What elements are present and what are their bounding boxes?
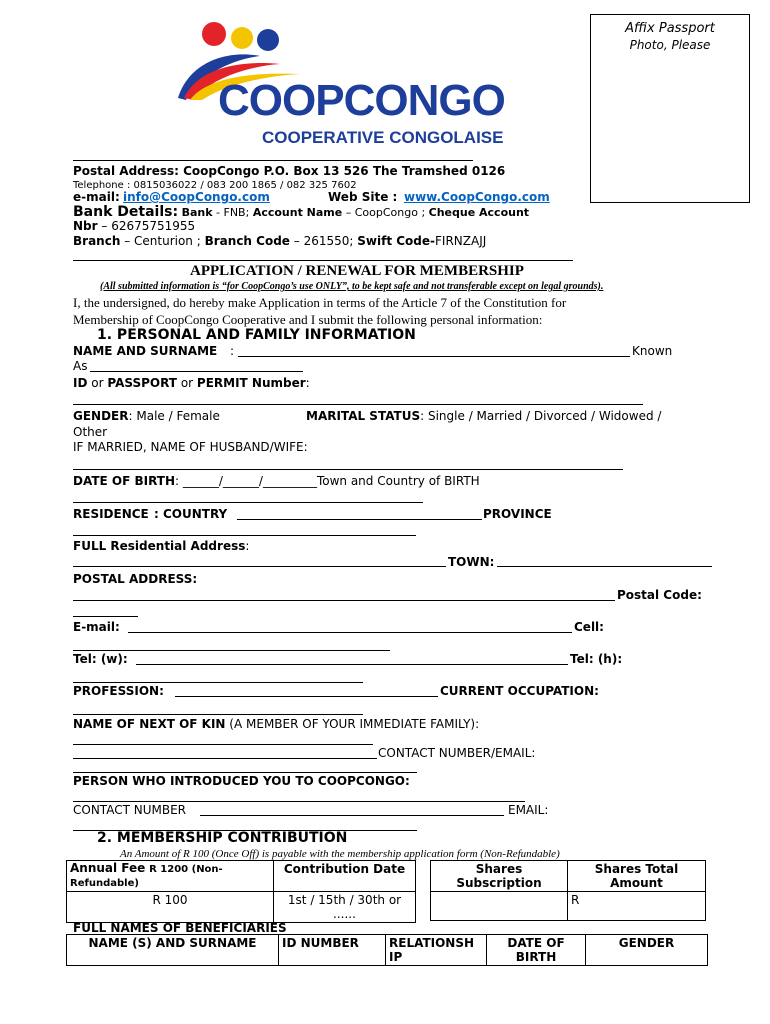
postal-code-input[interactable] xyxy=(73,616,138,617)
contact-number-label: CONTACT NUMBER xyxy=(73,803,186,817)
as-label: As xyxy=(73,359,88,373)
marital-options[interactable]: : Single / Married / Divorced / Widowed / xyxy=(420,409,662,423)
shares-subscription-header: Shares Subscription xyxy=(431,861,568,892)
occupation-input[interactable] xyxy=(73,714,363,715)
coopcongo-logo xyxy=(170,20,540,155)
postal-code-label-text: Postal Code xyxy=(617,588,698,602)
bank-value: - FNB; xyxy=(216,206,250,219)
account-name-value: – CoopCongo ; xyxy=(345,206,426,219)
tel-work-label: Tel: (w): xyxy=(73,652,128,666)
shares-total-header: Shares Total Amount xyxy=(568,861,706,892)
kin-label: NAME OF NEXT OF KIN xyxy=(73,717,226,731)
name-input[interactable] xyxy=(238,356,630,357)
fee-header xyxy=(67,861,274,892)
passport-photo-box[interactable] xyxy=(590,14,750,203)
postal-address-label: POSTAL ADDRESS: xyxy=(73,572,198,586)
nbr-label: Nbr xyxy=(73,219,98,233)
introducer-label-text: PERSON WHO INTRODUCED YOU TO COOPCONGO xyxy=(73,774,405,788)
cell-input[interactable] xyxy=(73,650,390,651)
other-option[interactable]: Other xyxy=(73,425,108,439)
dob-input[interactable]: : ______/______/_________ xyxy=(175,474,317,488)
swift-value: FIRNZAJJ xyxy=(435,234,487,248)
dob-row[interactable] xyxy=(73,474,480,488)
kin-note: (A MEMBER OF YOUR IMMEDIATE FAMILY): xyxy=(229,717,480,731)
beneficiary-col-id: ID NUMBER xyxy=(279,935,386,966)
spouse-label: IF MARRIED, NAME OF HUSBAND/WIFE: xyxy=(73,440,308,454)
kin-contact-label: CONTACT NUMBER/EMAIL: xyxy=(378,746,536,760)
logo-name: COOPCONGO xyxy=(218,76,505,125)
dob-label: DATE OF BIRTH xyxy=(73,474,175,488)
contribution-date-dots: ...... xyxy=(333,907,356,921)
postal-address: Postal Address: CoopCongo P.O. Box 13 526 The Tramshed 0126 xyxy=(73,164,506,178)
name-colon: : xyxy=(230,344,235,358)
logo-tagline: COOPERATIVE CONGOLAISE xyxy=(262,128,504,147)
website-link[interactable]: www.CoopCongo.com xyxy=(404,190,550,204)
known-label: Known xyxy=(632,344,673,358)
account-number xyxy=(73,219,195,233)
kin-input[interactable] xyxy=(73,744,373,745)
tel-home-input[interactable] xyxy=(73,682,363,683)
province-input[interactable] xyxy=(73,535,416,536)
website-label: Web Site : xyxy=(328,190,398,204)
postal-code-label: Postal Code: xyxy=(617,588,702,602)
shares-subscription-value[interactable] xyxy=(431,892,568,921)
passport-label: PASSPORT xyxy=(107,376,177,390)
branch-code-label: Branch Code xyxy=(204,234,290,248)
email-link[interactable]: info@CoopCongo.com xyxy=(123,190,270,204)
email-field-input[interactable] xyxy=(128,632,572,633)
form-title: APPLICATION / RENEWAL FOR MEMBERSHIP xyxy=(190,263,524,279)
cell-label: Cell: xyxy=(574,620,604,634)
branch-details xyxy=(73,234,486,248)
occupation-label-text: CURRENT OCCUPATION xyxy=(440,684,595,698)
tel-work-input[interactable] xyxy=(136,664,568,665)
town-label-text: TOWN xyxy=(448,555,490,569)
province-label: PROVINCE xyxy=(483,507,552,521)
branch-label: Branch xyxy=(73,234,121,248)
full-address-label: FULL Residential Address xyxy=(73,539,246,553)
known-as-input[interactable] xyxy=(90,371,303,372)
or-2: or xyxy=(180,376,194,390)
beneficiary-col-name: NAME (S) AND SURNAME xyxy=(67,935,279,966)
full-address-input[interactable] xyxy=(73,566,446,567)
contribution-date-options: 1st / 15th / 30th or xyxy=(287,893,402,907)
postal-address-label-text: POSTAL ADDRESS xyxy=(73,572,193,586)
section-2-heading: 2. MEMBERSHIP CONTRIBUTION xyxy=(97,830,348,846)
permit-label: PERMIT Number xyxy=(196,376,306,390)
spouse-input[interactable] xyxy=(73,469,623,470)
shares-total-value[interactable]: R xyxy=(568,892,706,921)
beneficiaries-title: FULL NAMES OF BENEFICIARIES xyxy=(73,921,287,935)
beneficiary-col-relationship: RELATIONSH IP xyxy=(386,935,487,966)
town-label: TOWN: xyxy=(448,555,495,569)
fee-header-sub: R 1200 (Non- xyxy=(149,864,223,875)
cell-label-text: Cell xyxy=(574,620,600,634)
email-field-label: E-mail: xyxy=(73,620,120,634)
kin-row xyxy=(73,717,479,731)
nbr-value: – 62675751955 xyxy=(101,219,196,233)
fee-value: R 100 xyxy=(67,892,274,923)
fee-table xyxy=(66,860,416,923)
town-birth-input[interactable] xyxy=(73,502,423,503)
branch-value: – Centurion ; xyxy=(124,234,201,248)
email-label: e-mail: xyxy=(73,190,120,204)
swift-label: Swift Code- xyxy=(357,234,436,248)
occupation-label: CURRENT OCCUPATION: xyxy=(440,684,599,698)
profession-label: PROFESSION: xyxy=(73,684,164,698)
or-1: or xyxy=(91,376,104,390)
photo-box-line1: Affix Passport xyxy=(625,21,715,36)
confidentiality-note: (All submitted information is “for CoopCongo’s use ONLY”, to be kept safe and not transferable except on legal grounds). xyxy=(100,281,604,292)
contact-number-input[interactable] xyxy=(200,815,504,816)
full-address-row: FULL Residential Address: xyxy=(73,539,250,553)
profession-input[interactable] xyxy=(175,696,438,697)
tel-home-label: Tel: (h): xyxy=(570,652,623,666)
contribution-date-value[interactable] xyxy=(274,892,416,923)
contribution-date-header: Contribution Date xyxy=(274,861,416,892)
bank-details xyxy=(73,204,529,220)
residence-label: RESIDENCE xyxy=(73,507,149,521)
name-label: NAME AND SURNAME xyxy=(73,344,218,358)
town-input[interactable] xyxy=(497,566,712,567)
profession-label-text: PROFESSION xyxy=(73,684,160,698)
beneficiaries-table xyxy=(66,934,708,966)
fee-header-main: Annual Fee xyxy=(70,861,146,875)
branch-code-value: – 261550; xyxy=(293,234,354,248)
account-name-label: Account Name xyxy=(252,206,343,219)
shares-table xyxy=(430,860,706,921)
fee-header-refund: Refundable) xyxy=(70,878,139,889)
photo-box-line2: Photo, Please xyxy=(629,38,711,52)
country-label: : COUNTRY xyxy=(154,507,228,521)
country-input[interactable] xyxy=(237,519,482,520)
introducer-label: PERSON WHO INTRODUCED YOU TO COOPCONGO: xyxy=(73,774,410,788)
bank-details-label: Bank Details: xyxy=(73,204,179,220)
introducer-email-label: EMAIL: xyxy=(508,803,549,817)
cheque-account-label: Cheque Account xyxy=(428,206,530,219)
telephone: Telephone : 0815036022 / 083 200 1865 / 082 325 7602 xyxy=(73,180,357,191)
introducer-input[interactable] xyxy=(73,801,525,802)
marital-row[interactable] xyxy=(306,409,661,423)
bank-label: Bank xyxy=(181,206,213,219)
kin-contact-input[interactable] xyxy=(73,758,377,759)
kin-contact-line-2[interactable] xyxy=(73,772,417,773)
id-label: ID xyxy=(73,376,88,390)
gender-row[interactable] xyxy=(73,409,220,423)
id-input[interactable] xyxy=(73,404,643,405)
marital-label: MARITAL STATUS xyxy=(306,409,421,423)
section-1-heading: 1. PERSONAL AND FAMILY INFORMATION xyxy=(97,327,416,343)
intro-line-2: Membership of CoopCongo Cooperative and I submit the following personal information: xyxy=(73,312,543,327)
town-birth-label: Town and Country of BIRTH xyxy=(316,474,480,488)
contribution-note: An Amount of R 100 (Once Off) is payable with the membership application form (Non-Refundable) xyxy=(120,848,560,860)
beneficiary-col-gender: GENDER xyxy=(586,935,708,966)
intro-line-1: I, the undersigned, do hereby make Application in terms of the Article 7 of the Constitution for xyxy=(73,295,567,310)
gender-options[interactable]: : Male / Female xyxy=(128,409,220,423)
postal-address-input[interactable] xyxy=(73,600,615,601)
gender-label: GENDER xyxy=(73,409,129,423)
beneficiary-col-dob: DATE OF BIRTH xyxy=(487,935,586,966)
id-label-row: ID or PASSPORT or PERMIT Number: xyxy=(73,376,310,390)
